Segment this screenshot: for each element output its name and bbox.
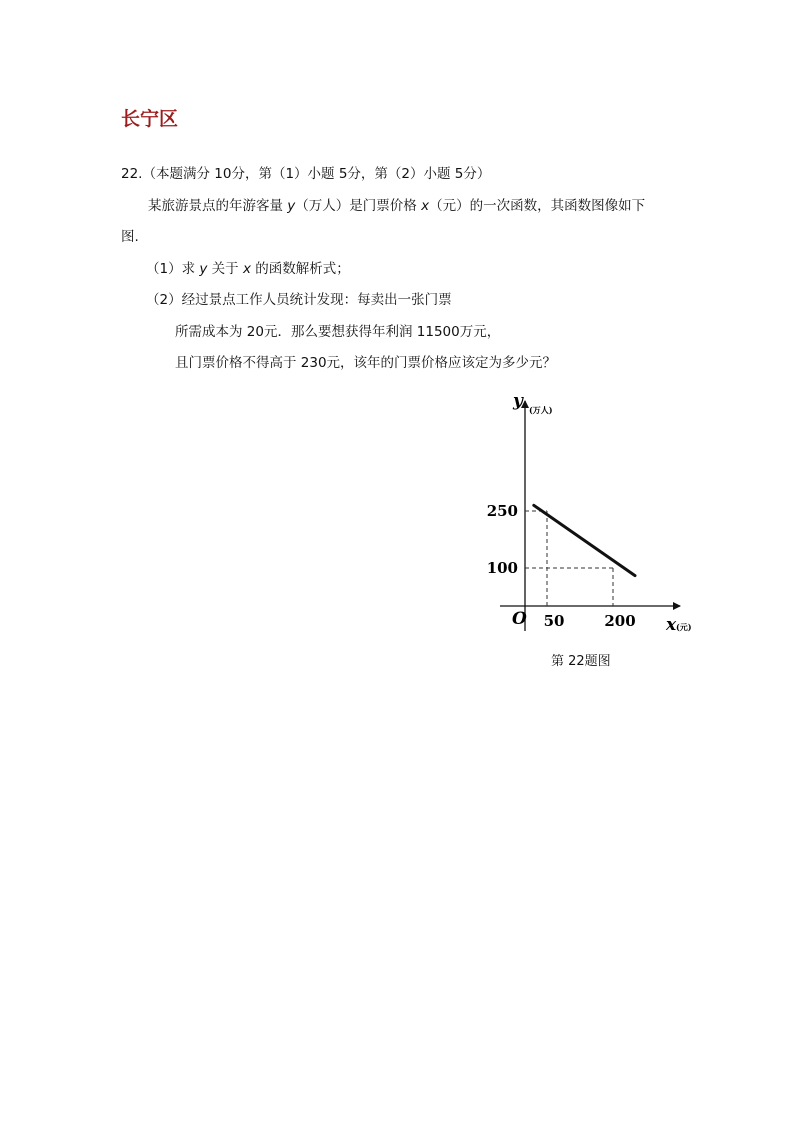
q1-var-x: x (242, 261, 251, 277)
question-2-line-1: （2）经过景点工作人员统计发现：每卖出一张门票 (146, 292, 452, 308)
y-tick-label-250: 250 (486, 502, 518, 520)
intro-text-1: 某旅游景点的年游客量 (148, 198, 288, 214)
var-y: y (287, 198, 296, 214)
problem-header: 22.（本题满分 10分，第（1）小题 5分，第（2）小题 5分） (121, 166, 491, 182)
question-2-line-3: 且门票价格不得高于 230元，该年的门票价格应该定为多少元？ (175, 355, 557, 371)
intro-text-3: （元）的一次函数，其函数图像如下 (429, 198, 646, 214)
x-tick-label-200: 200 (604, 612, 636, 630)
x-axis-label: x (666, 615, 677, 635)
q1-text-1: （1）求 (146, 261, 200, 277)
q1-text-3: 的函数解析式； (250, 261, 350, 277)
figure-caption: 第 22题图 (551, 654, 611, 669)
problem-intro-continuation: 图. (121, 229, 139, 245)
intro-text-2: （万人）是门票价格 (295, 198, 422, 214)
function-graph (480, 386, 720, 642)
x-axis-unit: (元) (676, 622, 692, 632)
origin-label: O (512, 609, 527, 629)
question-2-line-2: 所需成本为 20元．那么要想获得年利润 11500万元， (175, 324, 501, 340)
problem-intro-line (148, 197, 645, 215)
y-axis-unit: (万人) (529, 405, 553, 415)
q1-text-2: 关于 (207, 261, 243, 277)
function-line (534, 505, 635, 575)
y-axis-label: y (513, 391, 523, 411)
q1-var-y: y (199, 261, 208, 277)
x-tick-label-50: 50 (543, 612, 565, 630)
var-x: x (421, 198, 430, 214)
district-heading: 长宁区 (121, 108, 179, 130)
y-tick-label-100: 100 (486, 559, 518, 577)
question-1 (146, 260, 350, 278)
